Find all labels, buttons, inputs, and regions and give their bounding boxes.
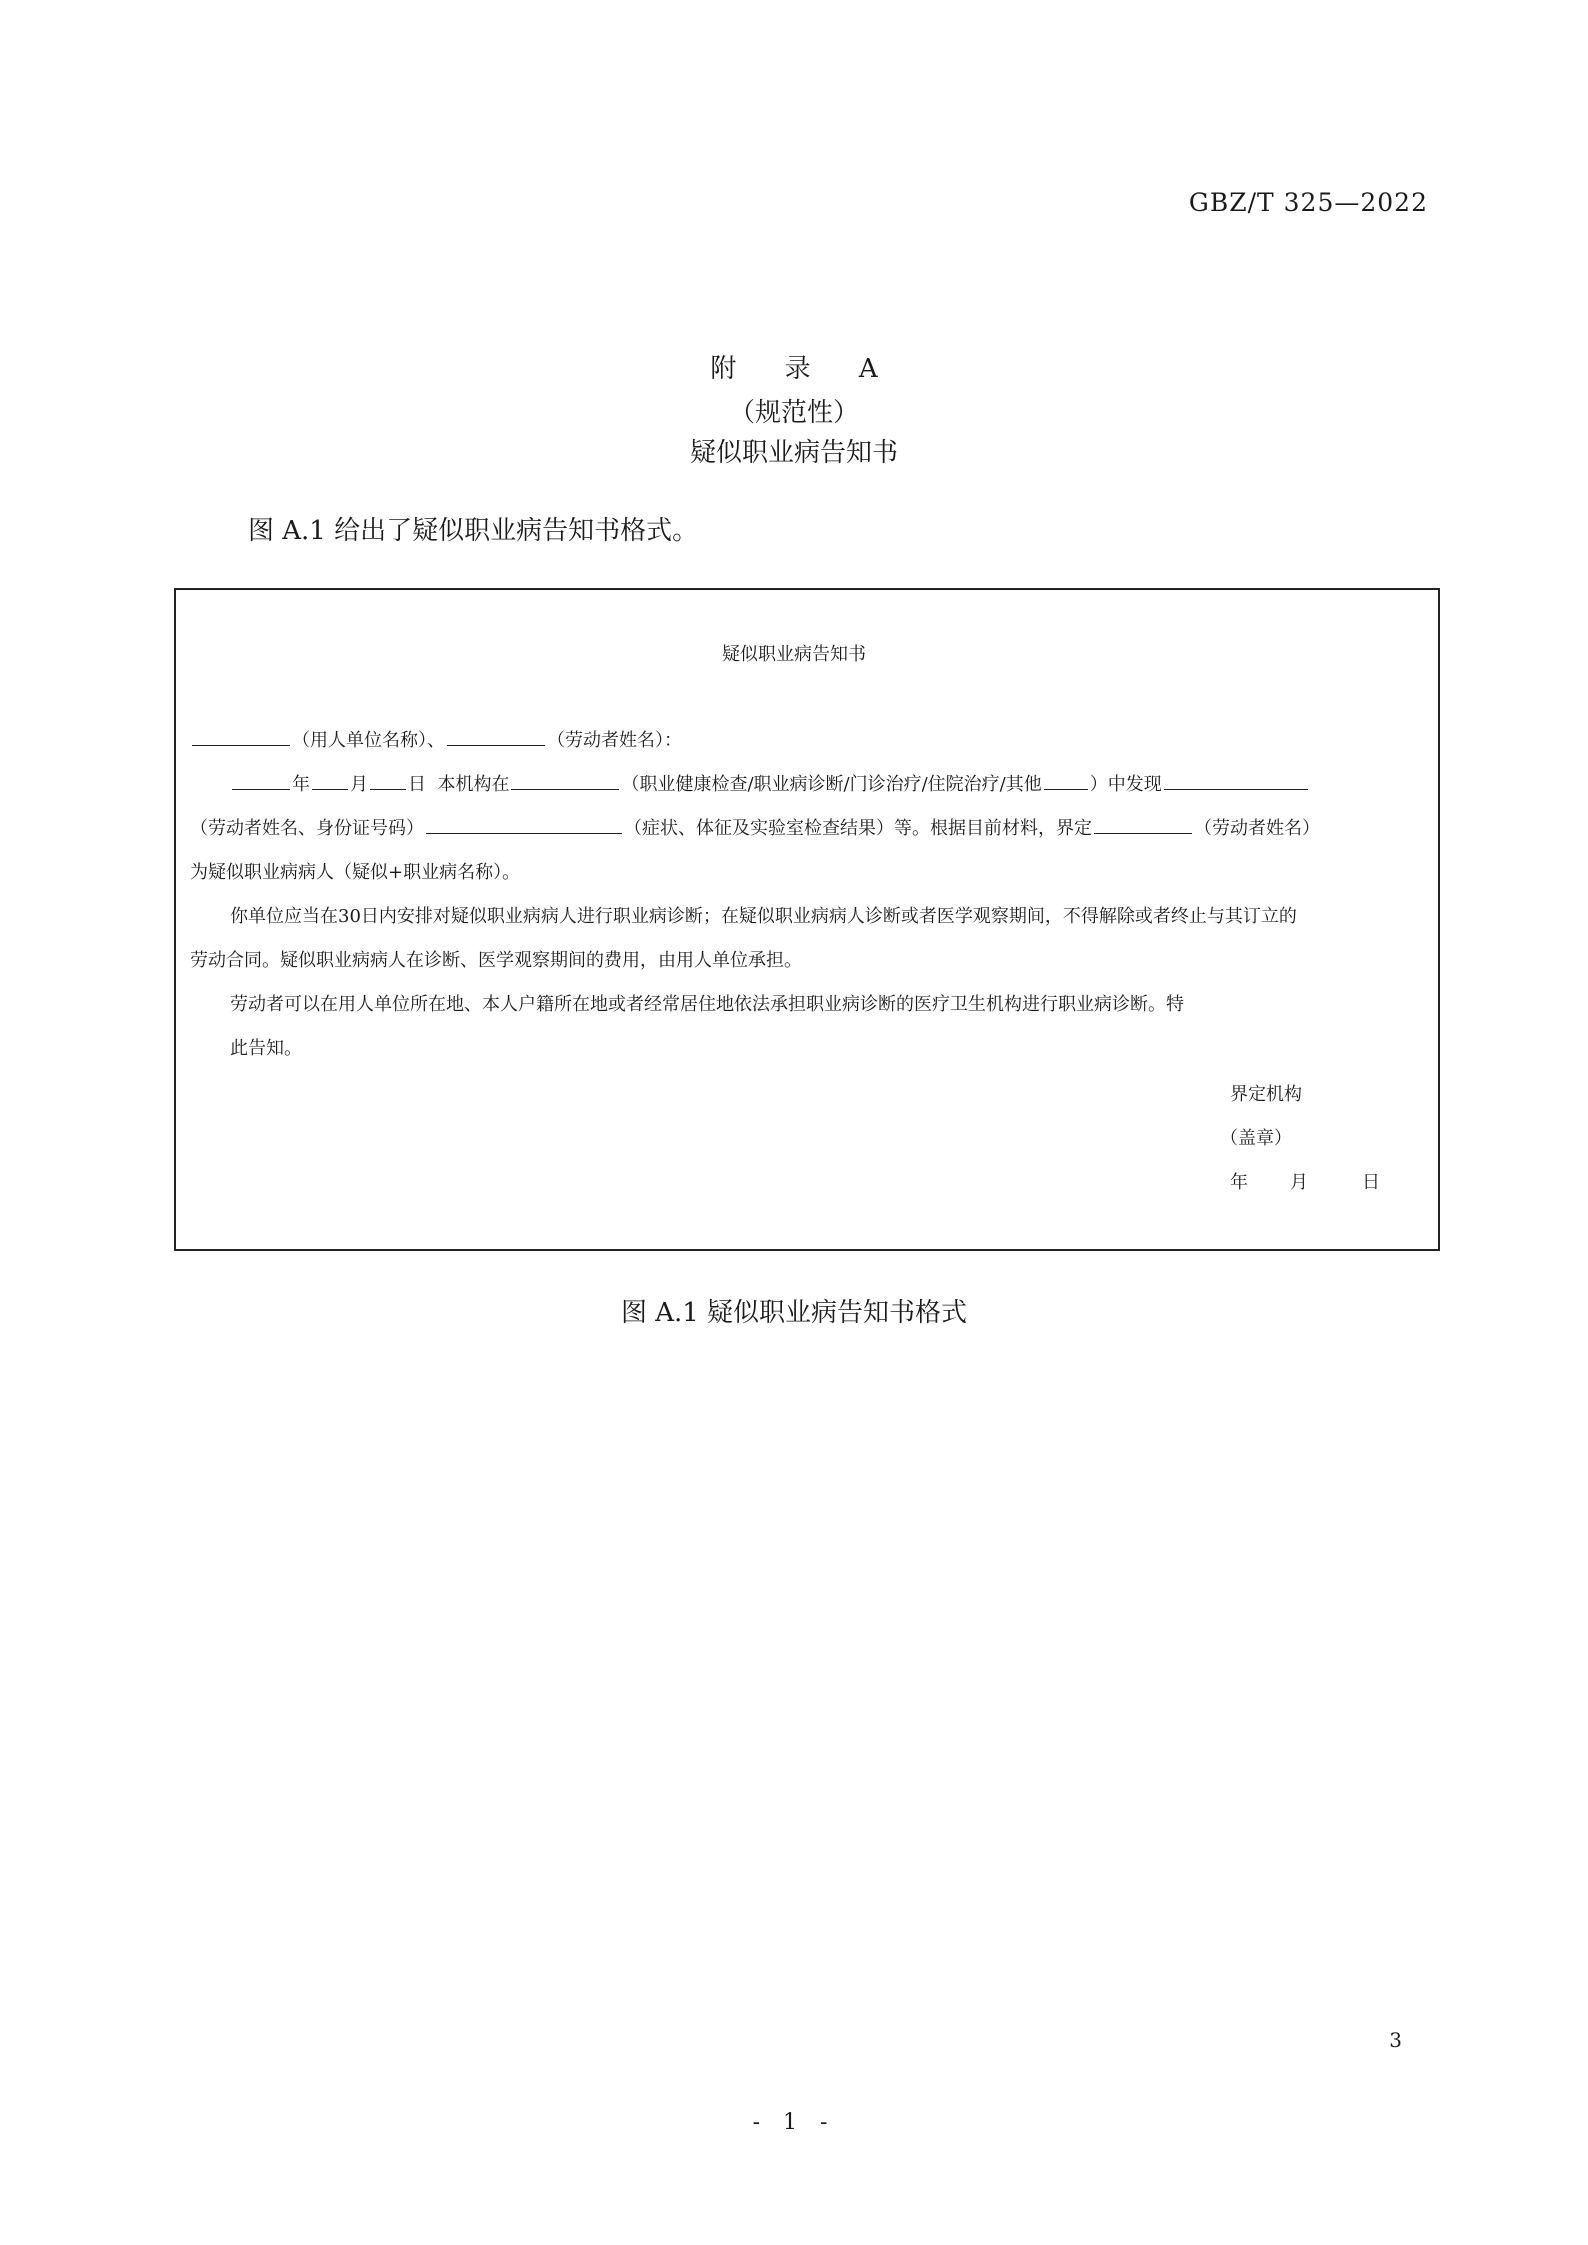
signature-agency: 界定机构 [1230,1084,1302,1105]
form-line-finding [230,770,1310,796]
other-blank[interactable] [1044,771,1088,790]
employer-label: （用人单位名称）、 [292,730,445,751]
agency-label: 本机构在 [437,774,510,795]
symptoms-blank[interactable] [426,815,622,834]
year-blank[interactable] [232,771,290,790]
page-footer: - 1 - [752,2110,836,2135]
form-title: 疑似职业病告知书 [722,644,866,665]
intro-paragraph: 图 A.1 给出了疑似职业病告知书格式。 [248,516,699,546]
id-label: （劳动者姓名、身份证号码） [190,818,424,839]
month-label: 月 [350,774,368,795]
form-line-addressee [190,726,682,752]
form-line-rights: 劳动者可以在用人单位所在地、本人户籍所在地或者经常居住地依法承担职业病诊断的医疗卫生机构进行职业病诊断。特 [230,994,1184,1015]
form-line-determination [190,814,1320,840]
determined-worker-label: （劳动者姓名） [1194,818,1320,839]
determined-worker-blank[interactable] [1094,815,1192,834]
month-blank[interactable] [312,771,348,790]
signature-year: 年 [1230,1172,1248,1193]
appendix-name: 疑似职业病告知书 [689,438,898,468]
day-blank[interactable] [370,771,406,790]
signature-month: 月 [1290,1172,1308,1193]
document-code: GBZ/T 325—2022 [1188,188,1428,217]
signature-day: 日 [1362,1172,1380,1193]
found-label: ）中发现 [1089,774,1162,795]
form-line-notice: 此告知。 [230,1038,302,1059]
signature-seal: （盖章） [1220,1128,1292,1149]
form-line-suspected: 为疑似职业病病人（疑似+职业病名称）。 [190,862,521,883]
form-line-obligation: 你单位应当在30日内安排对疑似职业病病人进行职业病诊断；在疑似职业病病人诊断或者医学观察期间，不得解除或者终止与其订立的 [230,906,1297,927]
finding-blank[interactable] [1164,771,1308,790]
form-line-contract: 劳动合同。疑似职业病病人在诊断、医学观察期间的费用，由用人单位承担。 [190,950,802,971]
service-type-blank[interactable] [511,771,619,790]
worker-name-blank[interactable] [447,727,545,746]
symptoms-label: （症状、体征及实验室检查结果）等。根据目前材料，界定 [624,818,1092,839]
worker-label: （劳动者姓名）： [547,730,682,751]
appendix-type: （规范性） [728,398,859,428]
appendix-title: 附 录 A [710,354,898,384]
service-options: （职业健康检查/职业病诊断/门诊治疗/住院治疗/其他 [621,774,1042,795]
page-number: 3 [1389,2028,1402,2052]
year-label: 年 [292,774,310,795]
employer-name-blank[interactable] [192,727,290,746]
figure-caption: 图 A.1 疑似职业病告知书格式 [620,1298,968,1328]
day-label: 日 [408,774,426,795]
